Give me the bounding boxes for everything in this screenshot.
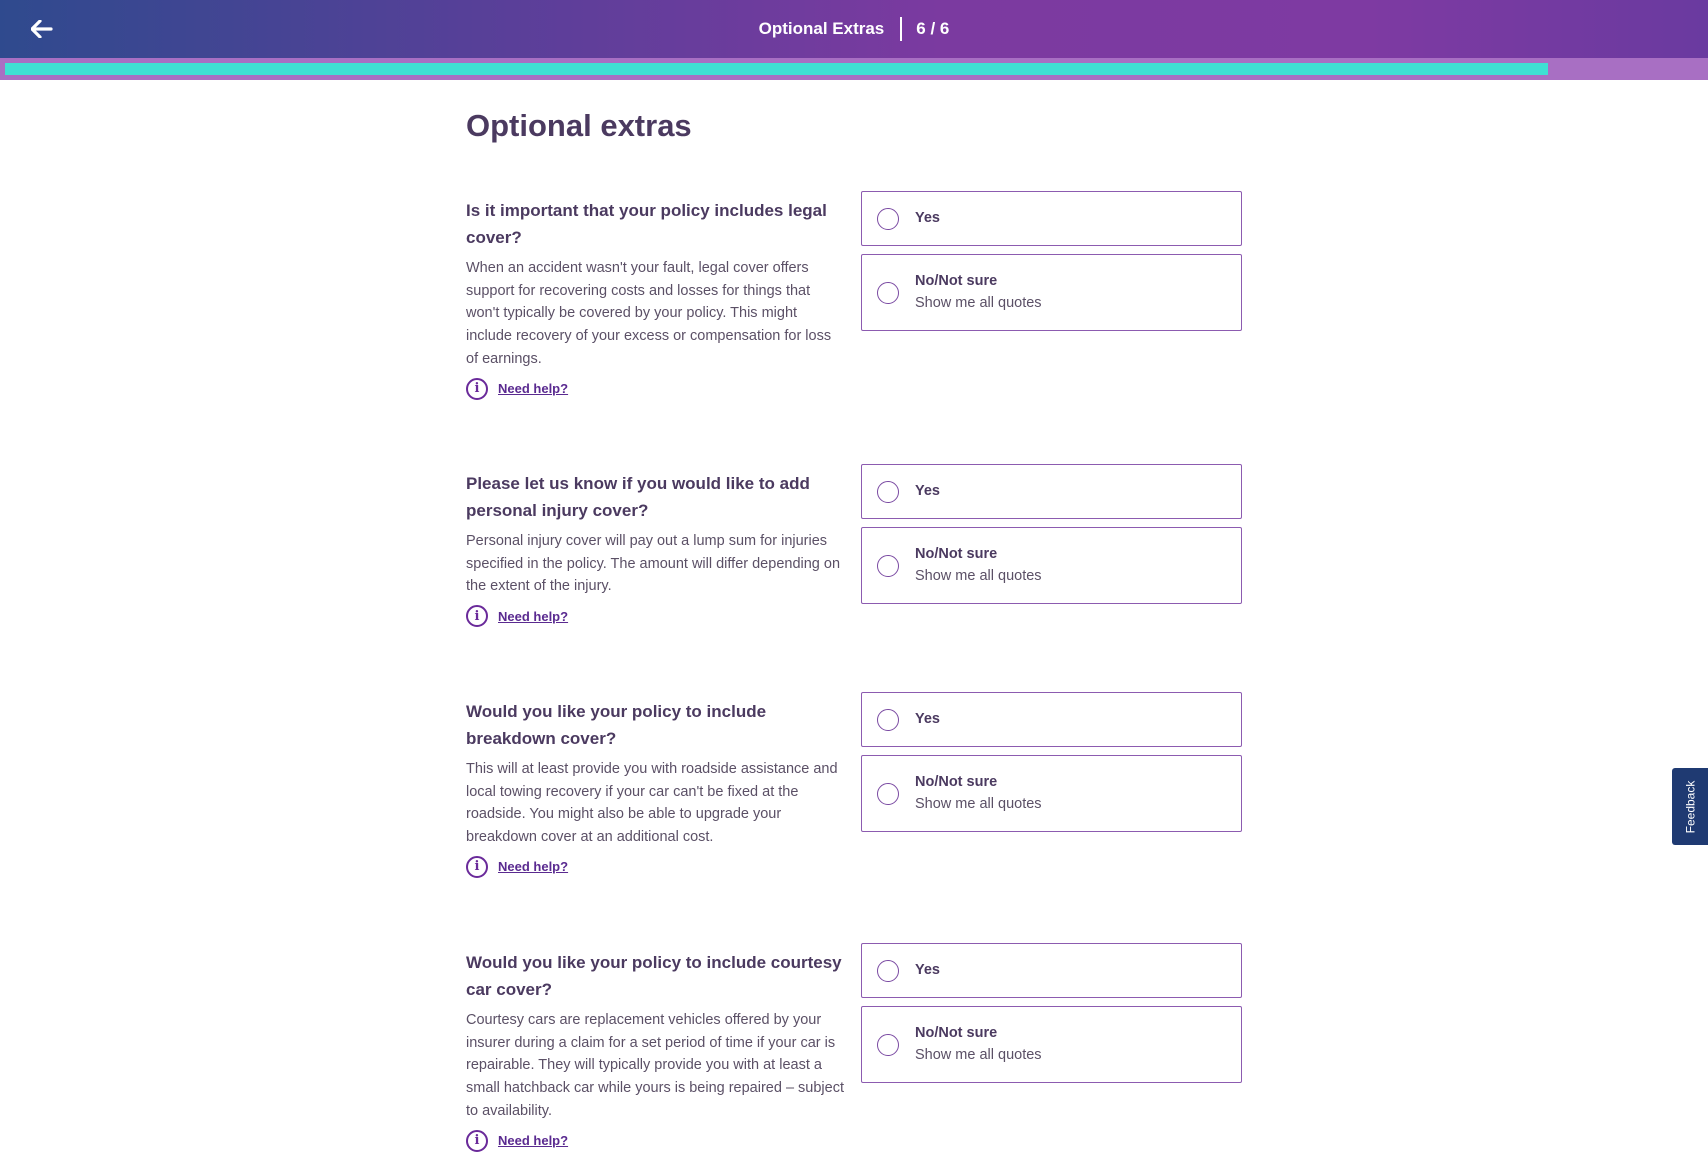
page-title: Optional extras bbox=[466, 108, 692, 143]
header-divider bbox=[900, 17, 902, 41]
question-heading: Would you like your policy to include breakdown cover? bbox=[466, 702, 767, 748]
radio-button[interactable] bbox=[877, 783, 899, 805]
option-yes[interactable] bbox=[861, 943, 1242, 998]
need-help bbox=[466, 377, 846, 401]
option-sublabel: Show me all quotes bbox=[915, 295, 1042, 311]
radio-button[interactable] bbox=[877, 555, 899, 577]
info-icon: i bbox=[466, 605, 488, 627]
info-icon: i bbox=[466, 378, 488, 400]
options-courtesy-car-cover bbox=[861, 943, 1242, 1083]
radio-button[interactable] bbox=[877, 709, 899, 731]
option-yes[interactable] bbox=[861, 692, 1242, 747]
feedback-label: Feedback bbox=[1683, 780, 1698, 833]
option-no-not-sure[interactable] bbox=[861, 755, 1242, 832]
question-courtesy-car-cover bbox=[466, 949, 846, 1153]
option-label: Yes bbox=[915, 483, 940, 499]
option-no-not-sure[interactable] bbox=[861, 527, 1242, 604]
question-heading: Is it important that your policy includes legal cover? bbox=[466, 201, 827, 247]
need-help bbox=[466, 1129, 846, 1153]
header-title-group bbox=[0, 0, 1708, 58]
question-breakdown-cover bbox=[466, 698, 846, 879]
need-help-link[interactable]: Need help? bbox=[498, 859, 569, 875]
feedback-tab[interactable] bbox=[1672, 768, 1708, 845]
options-legal-cover bbox=[861, 191, 1242, 331]
header-title: Optional Extras bbox=[758, 19, 885, 38]
question-description: When an accident wasn't your fault, legal cover offers support for recovering costs and losses for things that won't typically be covered by your policy. This might include recovery of your excess or compensation for loss of earnings. bbox=[466, 260, 832, 367]
radio-button[interactable] bbox=[877, 282, 899, 304]
options-breakdown-cover bbox=[861, 692, 1242, 832]
options-personal-injury bbox=[861, 464, 1242, 604]
option-label: No/Not sure bbox=[915, 273, 998, 289]
need-help bbox=[466, 604, 846, 628]
option-label: No/Not sure bbox=[915, 546, 998, 562]
question-legal-cover bbox=[466, 197, 846, 401]
option-label: Yes bbox=[915, 210, 940, 226]
info-icon: i bbox=[466, 1130, 488, 1152]
top-header bbox=[0, 0, 1708, 58]
progress-fill bbox=[5, 63, 1548, 75]
option-label: No/Not sure bbox=[915, 774, 998, 790]
option-sublabel: Show me all quotes bbox=[915, 1047, 1042, 1063]
question-description: Courtesy cars are replacement vehicles offered by your insurer during a claim for a set period of time if your car is repairable. They will typically provide you with at least a small hatchback car while yours is being repaired – subject to availability. bbox=[466, 1012, 844, 1119]
radio-button[interactable] bbox=[877, 481, 899, 503]
option-no-not-sure[interactable] bbox=[861, 254, 1242, 331]
question-heading: Would you like your policy to include courtesy car cover? bbox=[466, 953, 842, 999]
option-yes[interactable] bbox=[861, 191, 1242, 246]
question-description: This will at least provide you with roadside assistance and local towing recovery if your car can't be fixed at the roadside. You might also be able to upgrade your breakdown cover at an additional cost. bbox=[466, 761, 838, 846]
option-label: No/Not sure bbox=[915, 1025, 998, 1041]
need-help-link[interactable]: Need help? bbox=[498, 608, 569, 624]
need-help-link[interactable]: Need help? bbox=[498, 1133, 569, 1149]
radio-button[interactable] bbox=[877, 960, 899, 982]
question-description: Personal injury cover will pay out a lump sum for injuries specified in the policy. The amount will differ depending on the extent of the injury. bbox=[466, 533, 841, 595]
info-icon: i bbox=[466, 856, 488, 878]
option-no-not-sure[interactable] bbox=[861, 1006, 1242, 1083]
radio-button[interactable] bbox=[877, 208, 899, 230]
option-sublabel: Show me all quotes bbox=[915, 796, 1042, 812]
step-counter: 6 / 6 bbox=[916, 19, 950, 38]
radio-button[interactable] bbox=[877, 1034, 899, 1056]
need-help bbox=[466, 855, 846, 879]
option-yes[interactable] bbox=[861, 464, 1242, 519]
option-sublabel: Show me all quotes bbox=[915, 568, 1042, 584]
option-label: Yes bbox=[915, 962, 940, 978]
option-label: Yes bbox=[915, 711, 940, 727]
need-help-link[interactable]: Need help? bbox=[498, 381, 569, 397]
question-personal-injury bbox=[466, 470, 846, 628]
question-heading: Please let us know if you would like to add personal injury cover? bbox=[466, 474, 810, 520]
